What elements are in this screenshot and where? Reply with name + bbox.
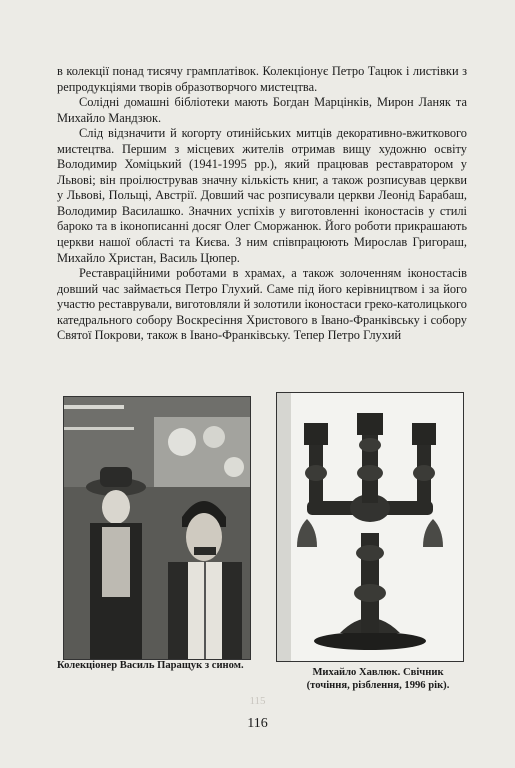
collector-photo (63, 396, 251, 660)
page-number: 116 (247, 716, 268, 731)
bleed-through-page-number: 115 (249, 695, 266, 707)
paragraph: Реставраційними роботами в храмах, а також золоченням іконостасів довший час займається Петро Глухий. Саме під його керівництвом і за його участю реставрували, виготовляли й золотили іконостаси греко-католицького катедрального собору Воскресіння Христового в Івано-Франківську і собору Святої Покрови, також в Івано-Франківську. Тепер Петро Глухий (57, 266, 467, 343)
paragraph: Солідні домашні бібліотеки мають Богдан Марцінків, Мирон Ланяк та Михайло Мандзюк. (57, 95, 467, 125)
paragraph: в колекції понад тисячу грамплатівок. Колекціонує Петро Тацюк і листівки з репродукціями творів образотворчого мистецтва. (57, 64, 467, 94)
collector-photo-caption: Колекціонер Василь Паращук з сином. (57, 660, 244, 671)
body-text (57, 64, 467, 344)
caption-detail: (точіння, різблення, 1996 рік). (306, 679, 450, 691)
caption-title: Михайло Хавлюк. Свічник (312, 667, 444, 678)
candlestick-photo (276, 392, 464, 662)
candlestick-photo-caption (278, 667, 478, 692)
paragraph: Слід відзначити й когорту отинійських митців декоративно-вжиткового мистецтва. Першим з місцевих жителів отримав вищу художню освіту Володимир Хоміцький (1941-1995 рр.), який працював реставратором у Львові; він проілюстрував значну кількість книг, а також розписував церкви у Львові, Польщі, Австрії. Довший час розписували церкви Леонід Барабаш, Володимир Василашко. Значних успіхів у виготовленні іконостасів у стилі бароко та в іконописанні досяг Олег Сморжанюк. Його роботи прикрашають церкви нашої області та Києва. З ним співпрацюють Мирослав Григораш, Михайло Христан, Василь Цюпер. (57, 126, 467, 265)
